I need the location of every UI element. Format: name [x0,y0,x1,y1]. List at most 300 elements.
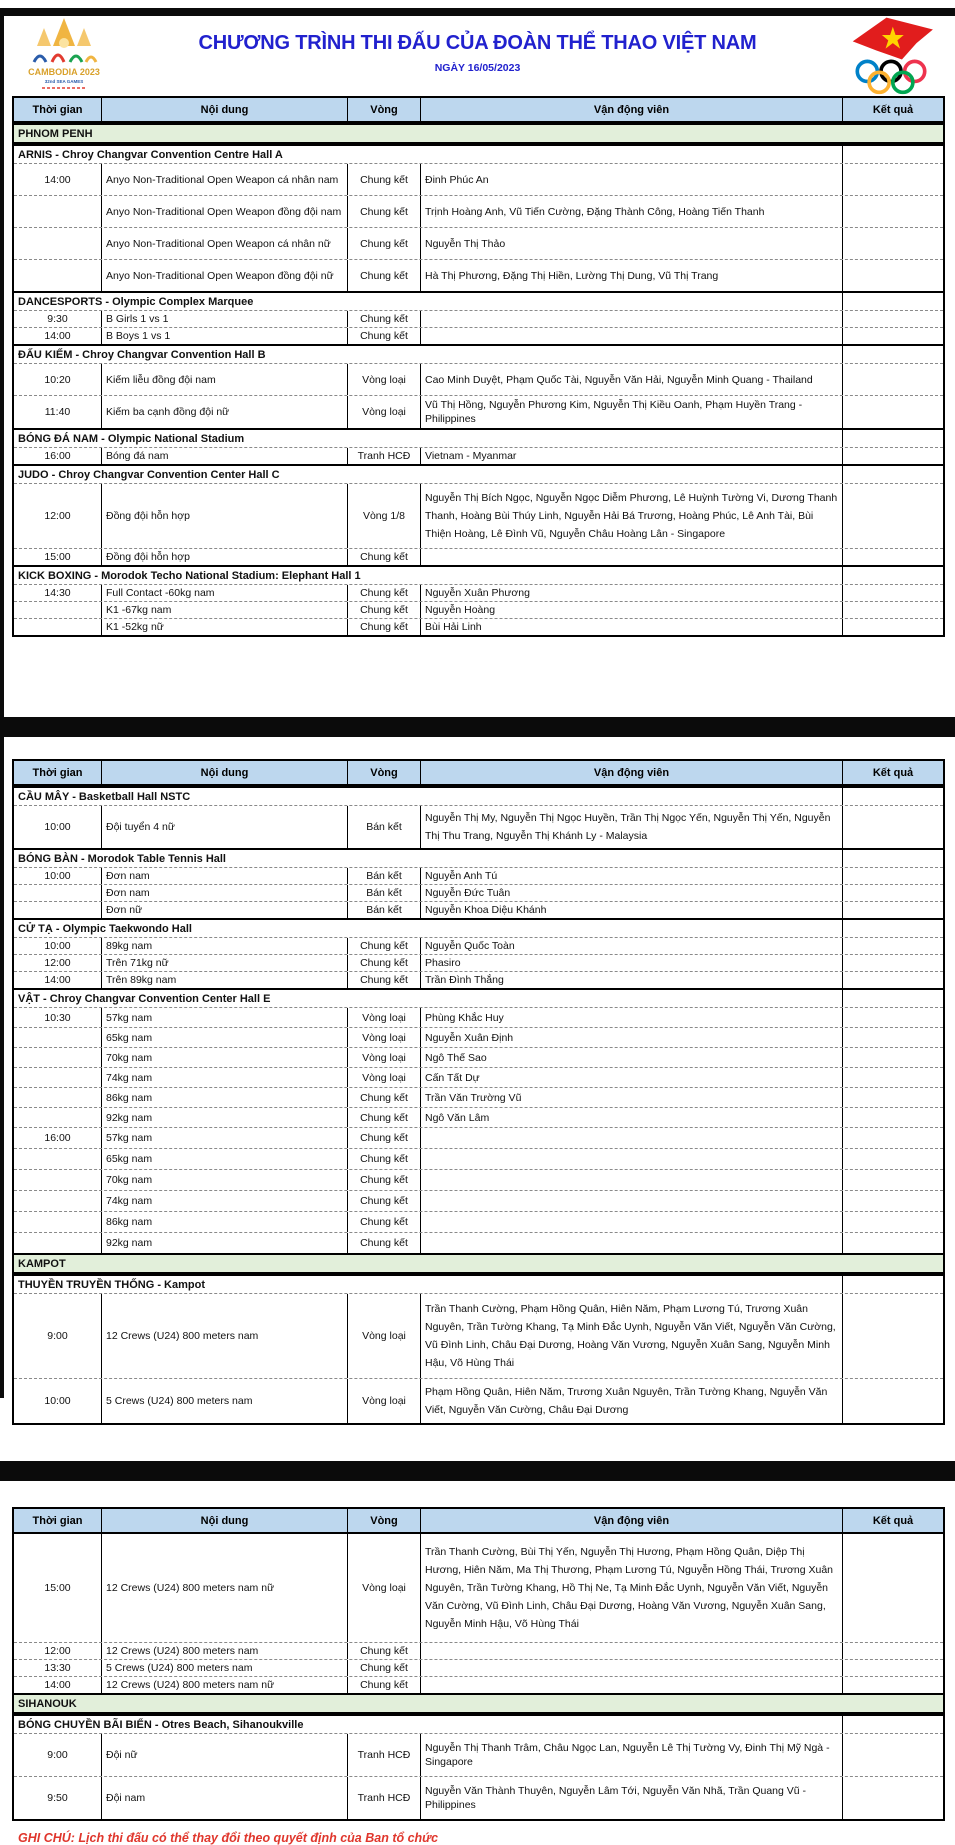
vietnam-olympic-graphic [841,14,941,96]
vietnam-olympic-logo [841,14,941,96]
page-title: CHƯƠNG TRÌNH THI ĐẤU CỦA ĐOÀN THỂ THAO VIỆT NAM [198,32,757,54]
athletes-cell: Phạm Hồng Quân, Hiên Năm, Trương Xuân Nguyên, Trần Tường Khang, Nguyễn Văn Viết, Nguyễn Văn Cường, Châu Đại Dương [420,1379,842,1423]
time-cell: 10:00 [44,940,71,952]
athletes-cell [420,328,842,344]
event-row [14,1232,943,1253]
result-cell [842,619,943,635]
sport-row [14,464,943,484]
time-cell: 12:00 [44,957,71,969]
result-cell [842,938,943,954]
sport-venue-label: ĐẤU KIẾM - Chroy Changvar Convention Hall B [18,348,266,361]
event-row [14,1008,943,1027]
result-cell [842,466,943,483]
athletes-cell: Nguyễn Khoa Diệu Khánh [420,902,842,918]
city-label: SIHANOUK [18,1697,77,1710]
round-cell: Vòng loại [347,396,420,428]
event-row [14,1107,943,1127]
event-cell: Trên 71kg nữ [101,955,347,971]
athletes-cell: Trịnh Hoàng Anh, Vũ Tiến Cường, Đặng Thành Công, Hoàng Tiến Thanh [420,196,842,227]
sport-venue-label: BÓNG ĐÁ NAM - Olympic National Stadium [18,432,245,445]
result-cell [842,1534,943,1642]
schedule-page [0,8,955,1845]
event-cell: B Girls 1 vs 1 [101,311,347,327]
athletes-cell: Ngô Văn Lâm [420,1108,842,1127]
result-cell [842,806,943,848]
result-cell [842,293,943,310]
sport-row [14,291,943,311]
column-header: Thời gian [32,766,83,779]
event-row [14,1378,943,1423]
event-cell: K1 -52kg nữ [101,619,347,635]
round-cell: Chung kết [347,1149,420,1169]
round-cell: Chung kết [347,1108,420,1127]
round-cell: Chung kết [347,1677,420,1693]
column-header: Vận động viên [420,761,842,784]
athletes-cell [420,1128,842,1148]
time-cell: 10:20 [44,373,71,386]
event-row [14,227,943,259]
column-header: Kết quả [842,1509,943,1532]
sport-venue-label: KICK BOXING - Morodok Techo National Stadium: Elephant Hall 1 [18,569,361,582]
time-cell: 14:00 [44,173,71,186]
result-cell [842,602,943,618]
event-row [14,1087,943,1107]
event-row [14,1294,943,1378]
sport-row [14,1714,943,1734]
time-cell [14,1149,101,1169]
event-cell: 5 Crews (U24) 800 meters nam [101,1379,347,1423]
event-cell: 70kg nam [101,1170,347,1190]
athletes-cell: Phasiro [420,955,842,971]
athletes-cell: Nguyễn Xuân Phương [420,585,842,601]
result-cell [842,311,943,327]
result-cell [842,1028,943,1047]
time-cell [14,196,101,227]
round-cell: Chung kết [347,1233,420,1253]
round-cell: Bán kết [347,806,420,848]
result-cell [842,396,943,428]
event-cell: Đồng đội hỗn hợp [101,484,347,548]
athletes-cell: Nguyễn Thị My, Nguyễn Thị Ngọc Huyền, Trần Thị Ngọc Yến, Nguyễn Thị Yến, Nguyễn Thị Thu Trang, Nguyễn Thị Khánh Ly - Malaysia [420,806,842,848]
event-cell: Đội tuyển 4 nữ [101,806,347,848]
result-cell [842,955,943,971]
result-cell [842,1276,943,1293]
event-row [14,1642,943,1659]
event-cell: Đồng đội hỗn hợp [101,549,347,565]
sport-venue-label: DANCESPORTS - Olympic Complex Marquee [18,295,254,308]
round-cell: Chung kết [347,602,420,618]
athletes-cell: Trần Thanh Cường, Bùi Thị Yến, Nguyễn Thị Hương, Phạm Hồng Quân, Diệp Thị Hương, Hiên Năm, Ma Thị Thương, Phạm Lương Tú, Nguyễn Hồng Thái, Trương Xuân Nguyên, Trần Tường Khang, Hồ Thị Ne, Tạ Minh Đắc Uynh, Nguyễn Văn Viết, Nguyễn Văn Cường, Vũ Đình Linh, Châu Đại Dương, Hoàng Văn Vương, Nguyễn Xuân Sang, Nguyễn Minh Hậu, Võ Hùng Thái [420,1534,842,1642]
time-cell [14,885,101,901]
round-cell: Vòng loại [347,1294,420,1378]
athletes-cell [420,1677,842,1693]
result-cell [842,164,943,195]
column-header: Thời gian [32,1514,83,1527]
time-cell: 10:30 [44,1011,71,1024]
event-row [14,1211,943,1232]
round-cell: Chung kết [347,1660,420,1676]
event-row [14,971,943,988]
footer-note: GHI CHÚ: Lịch thi đấu có thể thay đổi theo quyết định của Ban tổ chức [18,1831,439,1845]
result-cell [842,902,943,918]
result-cell [842,1777,943,1819]
round-cell: Vòng loại [347,1048,420,1067]
athletes-cell: Cấn Tất Dự [420,1068,842,1087]
sport-row [14,786,943,806]
column-header: Vận động viên [420,98,842,121]
event-cell: Bóng đá nam [101,448,347,464]
result-cell [842,549,943,565]
event-cell: Đội nam [101,1777,347,1819]
athletes-cell: Trần Đình Thắng [420,972,842,988]
time-cell [14,1028,101,1047]
event-row [14,1190,943,1211]
round-cell: Vòng loại [347,1068,420,1087]
event-cell: K1 -67kg nam [101,602,347,618]
time-cell: 14:00 [44,1679,71,1691]
sport-row [14,1274,943,1294]
time-cell [14,1068,101,1087]
time-cell [14,1088,101,1107]
round-cell: Chung kết [347,955,420,971]
time-cell [14,1170,101,1190]
time-cell: 9:00 [47,1330,68,1342]
time-cell: 10:00 [44,1395,71,1407]
sea-games-2023-logo [14,16,114,94]
round-cell: Chung kết [347,1191,420,1211]
time-cell: 14:30 [44,587,71,599]
round-cell: Chung kết [347,311,420,327]
event-cell: Đơn nam [101,868,347,884]
result-cell [842,920,943,937]
athletes-cell: Nguyễn Thị Bích Ngọc, Nguyễn Ngọc Diễm Phương, Lê Huỳnh Tường Vi, Dương Thanh Thanh, Hoàng Bùi Thúy Linh, Nguyễn Hải Bá Trương, Hoàng Phúc, Lê Anh Tài, Bùi Thiện Hoàng, Lê Đình Vũ, Nguyễn Châu Hoàng Lân - Singapore [420,484,842,548]
event-row [14,868,943,884]
athletes-cell: Trần Thanh Cường, Phạm Hồng Quân, Hiên Năm, Phạm Lương Tú, Trương Xuân Nguyên, Trần Tường Khang, Tạ Minh Đắc Uynh, Nguyễn Văn Viết, Nguyễn Văn Cường, Vũ Đình Linh, Châu Đại Dương, Hoàng Văn Vương, Nguyễn Xuân Sang, Nguyễn Minh Hậu, Võ Hùng Thái [420,1294,842,1378]
result-cell [842,228,943,259]
athletes-cell: Phùng Khắc Huy [420,1008,842,1027]
result-cell [842,1008,943,1027]
result-cell [842,1379,943,1423]
time-cell: 13:30 [44,1662,71,1674]
round-cell: Chung kết [347,972,420,988]
sport-venue-label: THUYỀN TRUYỀN THỐNG - Kampot [18,1278,205,1291]
column-header: Nội dung [101,761,347,784]
result-cell [842,1677,943,1693]
sport-row [14,988,943,1008]
page-separator [0,717,955,737]
time-cell [14,619,101,635]
city-row [14,1253,943,1274]
event-row [14,1127,943,1148]
schedule-table-2 [12,759,945,1425]
sport-row [14,144,943,164]
result-cell [842,885,943,901]
time-cell [14,1191,101,1211]
left-edge-bar [0,8,4,1398]
time-cell: 11:40 [44,406,71,418]
athletes-cell: Nguyễn Xuân Định [420,1028,842,1047]
event-cell: 65kg nam [101,1028,347,1047]
result-cell [842,1088,943,1107]
time-cell: 9:00 [47,1749,68,1761]
city-row [14,1693,943,1714]
round-cell: Chung kết [347,196,420,227]
round-cell: Chung kết [347,1643,420,1659]
round-cell: Chung kết [347,585,420,601]
logo-wordmark: CAMBODIA 2023 [28,67,100,77]
result-cell [842,1128,943,1148]
sport-venue-label: ARNIS - Chroy Changvar Convention Centre Hall A [18,148,283,161]
athletes-cell [420,1233,842,1253]
column-header: Nội dung [101,1509,347,1532]
logo-subtitle: 32nd SEA GAMES [44,79,84,84]
sport-row [14,848,943,868]
city-row [14,123,943,144]
time-cell: 10:00 [44,870,71,882]
result-cell [842,1191,943,1211]
event-row [14,1659,943,1676]
result-cell [842,1212,943,1232]
event-row [14,1734,943,1776]
round-cell: Chung kết [347,619,420,635]
result-cell [842,1660,943,1676]
round-cell: Chung kết [347,1088,420,1107]
result-cell [842,260,943,291]
event-row [14,1027,943,1047]
time-cell: 12:00 [44,1645,71,1657]
event-row [14,938,943,954]
round-cell: Tranh HCĐ [347,448,420,464]
round-cell: Vòng loại [347,1028,420,1047]
sport-row [14,918,943,938]
sport-venue-label: BÓNG BÀN - Morodok Table Tennis Hall [18,852,226,865]
event-cell: 74kg nam [101,1068,347,1087]
schedule-table-3 [12,1507,945,1821]
athletes-cell [420,1660,842,1676]
event-cell: 89kg nam [101,938,347,954]
event-row [14,884,943,901]
page-header [0,8,955,96]
round-cell: Bán kết [347,885,420,901]
time-cell: 12:00 [44,510,71,522]
result-cell [842,1108,943,1127]
column-header: Vòng [347,98,420,121]
column-header: Kết quả [842,761,943,784]
event-cell: Đơn nữ [101,902,347,918]
result-cell [842,196,943,227]
result-cell [842,1294,943,1378]
athletes-cell: Vietnam - Myanmar [420,448,842,464]
event-cell: Đội nữ [101,1734,347,1776]
event-row [14,585,943,601]
round-cell: Chung kết [347,938,420,954]
event-cell: 5 Crews (U24) 800 meters nam [101,1660,347,1676]
event-cell: Anyo Non-Traditional Open Weapon đồng đội nam [101,196,347,227]
time-cell: 14:00 [44,330,71,342]
sport-venue-label: JUDO - Chroy Changvar Convention Center Hall C [18,468,280,481]
sea-games-logo-graphic [14,16,114,94]
event-row [14,954,943,971]
round-cell: Vòng loại [347,1379,420,1423]
athletes-cell: Nguyễn Đức Tuân [420,885,842,901]
event-row [14,806,943,848]
result-cell [842,484,943,548]
athletes-cell: Nguyễn Văn Thành Thuyên, Nguyễn Lâm Tới, Nguyễn Văn Nhã, Trần Quang Vũ - Philippines [420,1777,842,1819]
event-cell: 70kg nam [101,1048,347,1067]
event-cell: 86kg nam [101,1212,347,1232]
event-row [14,259,943,291]
athletes-cell: Ngô Thế Sao [420,1048,842,1067]
round-cell: Bán kết [347,868,420,884]
athlete-figure-icon [34,56,46,62]
event-row [14,1169,943,1190]
event-cell: Đơn nam [101,885,347,901]
athletes-cell: Nguyễn Quốc Toàn [420,938,842,954]
city-label: PHNOM PENH [18,127,93,140]
result-cell [842,990,943,1007]
event-cell: B Boys 1 vs 1 [101,328,347,344]
event-row [14,618,943,635]
time-cell [14,1233,101,1253]
time-cell [14,228,101,259]
round-cell: Chung kết [347,1170,420,1190]
event-cell: 12 Crews (U24) 800 meters nam [101,1294,347,1378]
event-row [14,1067,943,1087]
sport-venue-label: CẦU MÂY - Basketball Hall NSTC [18,790,191,803]
round-cell: Chung kết [347,549,420,565]
time-cell: 15:00 [44,1582,71,1594]
event-row [14,1676,943,1693]
time-cell: 14:00 [44,974,71,986]
result-cell [842,1643,943,1659]
athletes-cell: Đinh Phúc An [420,164,842,195]
event-row [14,311,943,327]
time-cell [14,1108,101,1127]
event-cell: Anyo Non-Traditional Open Weapon cá nhân nam [101,164,347,195]
event-row [14,548,943,565]
event-cell: 74kg nam [101,1191,347,1211]
event-row [14,164,943,195]
event-row [14,327,943,344]
event-cell: 12 Crews (U24) 800 meters nam [101,1643,347,1659]
athletes-cell: Nguyễn Thị Thảo [420,228,842,259]
result-cell [842,1734,943,1776]
event-cell: Full Contact -60kg nam [101,585,347,601]
event-row [14,484,943,548]
event-row [14,1148,943,1169]
result-cell [842,328,943,344]
time-cell: 15:00 [44,551,71,563]
round-cell: Chung kết [347,328,420,344]
page-separator [0,1461,955,1481]
event-row [14,601,943,618]
round-cell: Bán kết [347,902,420,918]
city-label: KAMPOT [18,1257,66,1270]
time-cell: 16:00 [44,1132,71,1144]
result-cell [842,585,943,601]
event-cell: 57kg nam [101,1008,347,1027]
event-cell: 92kg nam [101,1233,347,1253]
event-cell: Kiếm liễu đồng đội nam [101,364,347,395]
event-cell: Kiếm ba cạnh đồng đội nữ [101,396,347,428]
sport-venue-label: BÓNG CHUYỀN BÃI BIỂN - Otres Beach, Sihanoukville [18,1718,304,1731]
event-cell: Anyo Non-Traditional Open Weapon cá nhân nữ [101,228,347,259]
event-cell: 86kg nam [101,1088,347,1107]
table-header-row [14,761,943,786]
event-row [14,901,943,918]
athletes-cell [420,1191,842,1211]
time-cell: 16:00 [44,450,71,462]
sport-row [14,565,943,585]
result-cell [842,850,943,867]
athletes-cell: Hà Thị Phương, Đặng Thị Hiền, Lường Thị Dung, Vũ Thị Trang [420,260,842,291]
event-cell: Trên 89kg nam [101,972,347,988]
event-cell: 57kg nam [101,1128,347,1148]
round-cell: Tranh HCĐ [347,1734,420,1776]
result-cell [842,364,943,395]
event-row [14,364,943,395]
round-cell: Vòng 1/8 [347,484,420,548]
result-cell [842,868,943,884]
schedule-table-1 [12,96,945,637]
round-cell: Tranh HCĐ [347,1777,420,1819]
round-cell: Vòng loại [347,1534,420,1642]
round-cell: Chung kết [347,1212,420,1232]
sport-row [14,428,943,448]
round-cell: Chung kết [347,260,420,291]
athletes-cell: Nguyễn Hoàng [420,602,842,618]
sport-venue-label: VẬT - Chroy Changvar Convention Center Hall E [18,992,271,1005]
result-cell [842,346,943,363]
time-cell [14,902,101,918]
athletes-cell [420,1643,842,1659]
column-header: Vòng [347,1509,420,1532]
result-cell [842,1170,943,1190]
athletes-cell: Vũ Thị Hồng, Nguyễn Phương Kim, Nguyễn Thị Kiều Oanh, Phạm Huyền Trang - Philippines [420,396,842,428]
result-cell [842,1068,943,1087]
event-row [14,1534,943,1642]
athletes-cell [420,549,842,565]
page-date: NGÀY 16/05/2023 [434,62,521,74]
round-cell: Chung kết [347,228,420,259]
result-cell [842,1233,943,1253]
column-header: Vòng [347,761,420,784]
time-cell: 9:30 [47,313,68,325]
event-row [14,395,943,428]
athletes-cell: Nguyễn Thị Thanh Trâm, Châu Ngọc Lan, Nguyễn Lê Thị Tường Vy, Đinh Thị Mỹ Ngà - Singapore [420,1734,842,1776]
event-cell: 92kg nam [101,1108,347,1127]
column-header: Thời gian [32,103,83,116]
column-header: Vận động viên [420,1509,842,1532]
table-header-row [14,1509,943,1534]
time-cell [14,260,101,291]
event-cell: 12 Crews (U24) 800 meters nam nữ [101,1677,347,1693]
round-cell: Vòng loại [347,364,420,395]
time-cell: 9:50 [47,1792,68,1804]
athletes-cell: Cao Minh Duyệt, Phạm Quốc Tài, Nguyễn Văn Hải, Nguyễn Minh Quang - Thailand [420,364,842,395]
time-cell: 10:00 [44,821,71,833]
table-header-row [14,98,943,123]
athletes-cell: Nguyễn Anh Tú [420,868,842,884]
result-cell [842,1048,943,1067]
result-cell [842,972,943,988]
result-cell [842,448,943,464]
sport-row [14,344,943,364]
time-cell [14,602,101,618]
athletes-cell [420,1170,842,1190]
result-cell [842,567,943,584]
result-cell [842,430,943,447]
